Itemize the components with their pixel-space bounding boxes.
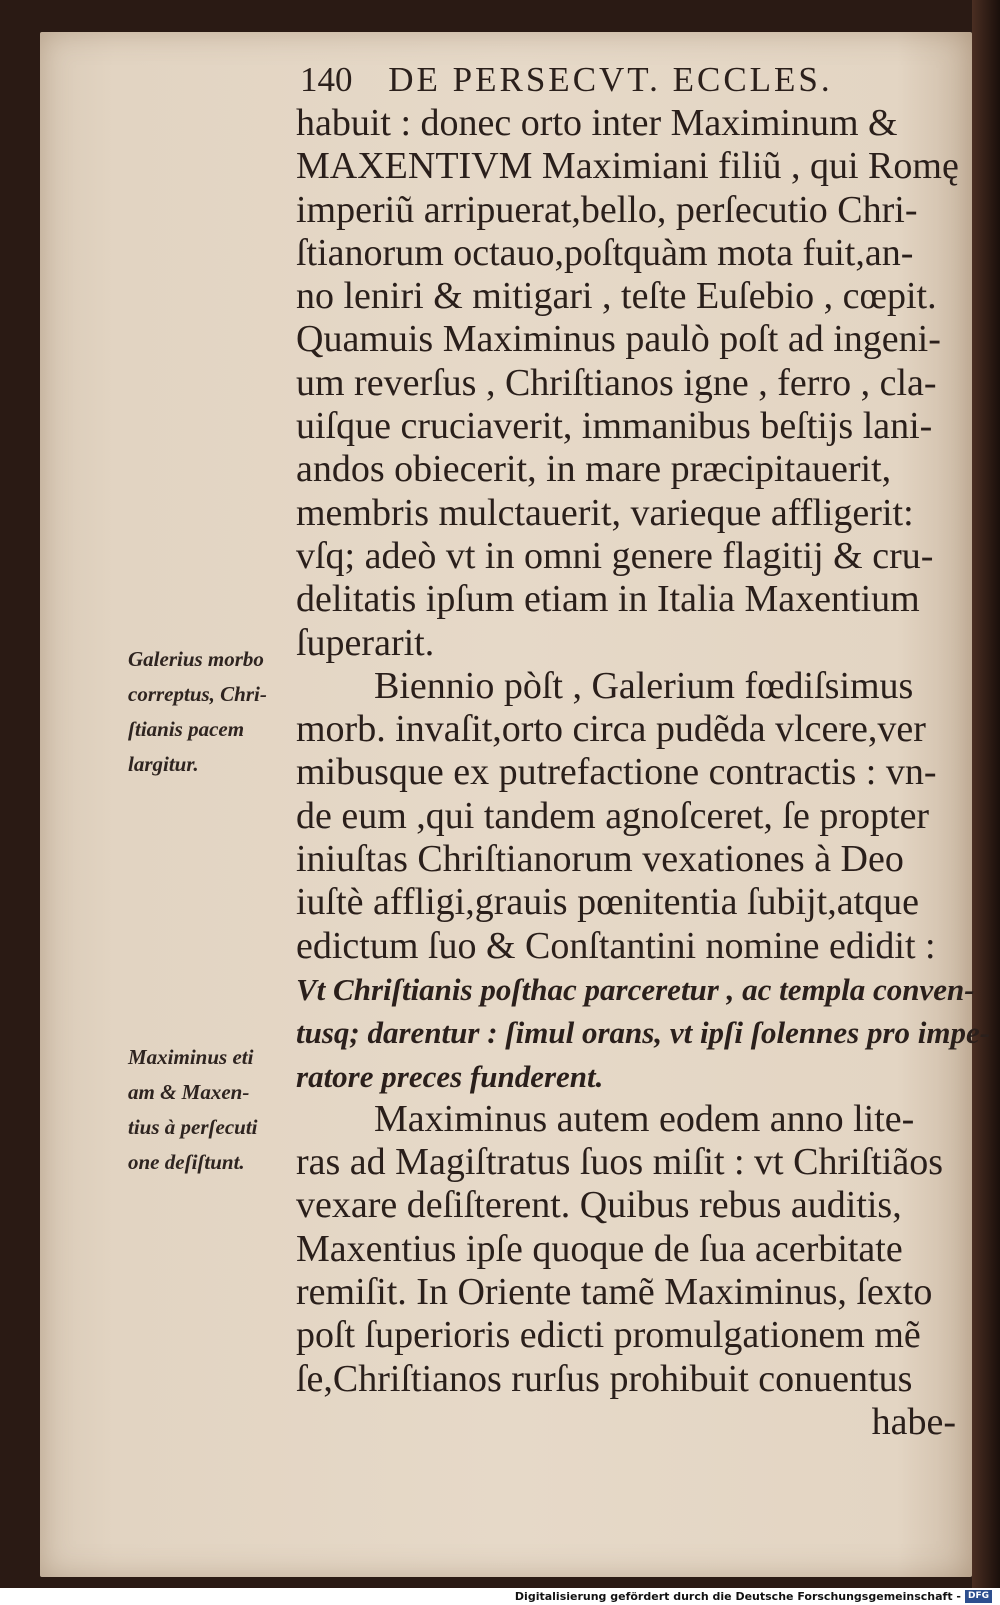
text-line: imperiũ arripuerat,bello, perſecutio Chri-	[296, 188, 918, 231]
text-line: no leniri & mitigari , teſte Euſebio , cœpit.	[296, 275, 937, 318]
digitization-credit	[515, 1588, 992, 1605]
text-line: uiſque cruciaverit, immanibus beſtijs lani-	[296, 405, 933, 448]
text-line: poſt ſuperioris edicti promulgationem mẽ	[296, 1314, 921, 1357]
text-line: ſuperarit.	[296, 621, 435, 664]
text-line: ras ad Magiſtratus ſuos miſit : vt Chriſtiãos	[296, 1141, 944, 1184]
text-line: iniuſtas Chriſtianorum vexationes à Deo	[296, 838, 904, 881]
margin-note-line: largitur.	[128, 752, 199, 776]
margin-note-galerius	[128, 642, 303, 782]
margin-note-line: ſtianis pacem	[128, 717, 245, 741]
text-line: membris mulctauerit, varieque affligerit:	[296, 491, 914, 534]
dfg-logo: DFG	[965, 1590, 992, 1603]
credit-text: Digitalisierung gefördert durch die Deutsche Forschungsgemeinschaft -	[514, 1590, 961, 1603]
margin-note-line: Maximinus eti	[128, 1045, 254, 1069]
text-line: ſe,Chriſtianos rurſus prohibuit conuentus	[296, 1357, 913, 1400]
text-line: Quamuis Maximinus paulò poſt ad ingeni-	[296, 318, 941, 361]
text-line: iuſtè affligi,grauis pœnitentia ſubijt,atque	[296, 881, 919, 924]
text-line: morb. invaſit,orto circa pudẽda vlcere,ver	[296, 708, 926, 751]
margin-note-line: tius à perſecuti	[128, 1115, 258, 1139]
text-line: delitatis ipſum etiam in Italia Maxentium	[296, 578, 920, 621]
edict-quote-line: Vt Chriſtianis poſthac parceretur , ac templa conven-	[296, 971, 975, 1007]
edict-quote-line: ratore preces funderent.	[296, 1058, 604, 1094]
text-line: de eum ,qui tandem agnoſceret, ſe propter	[296, 794, 930, 837]
text-line: MAXENTIVM Maximiani filiũ , qui Romę	[296, 145, 959, 188]
text-line: Maxentius ipſe quoque de ſua acerbitate	[296, 1227, 903, 1270]
text-line: vexare deſiſterent. Quibus rebus auditis,	[296, 1184, 902, 1227]
main-text	[296, 102, 991, 1444]
text-line: ſtianorum octauo,poſtquàm mota fuit,an-	[296, 231, 914, 274]
text-line: habuit : donec orto inter Maximinum &	[296, 102, 898, 144]
margin-note-line: correptus, Chri-	[128, 682, 267, 706]
page-number: 140	[300, 60, 353, 99]
margin-note-maximinus	[128, 1040, 303, 1180]
text-line: edictum ſuo & Conſtantini nomine edidit :	[296, 924, 936, 967]
text-line: andos obiecerit, in mare præcipitauerit,	[296, 448, 892, 491]
text-line: mibusque ex putrefactione contractis : vn-	[296, 751, 937, 794]
running-head	[300, 60, 833, 100]
text-line: um reverſus , Chriſtianos igne , ferro , cla-	[296, 361, 937, 404]
text-line: vſq; adeò vt in omni genere flagitij & cru-	[296, 534, 934, 577]
margin-note-line: am & Maxen-	[128, 1080, 250, 1104]
catchword: habe-	[871, 1400, 956, 1443]
margin-note-line: one deſiſtunt.	[128, 1150, 245, 1174]
margin-note-line: Galerius morbo	[128, 647, 264, 671]
text-line: remiſit. In Oriente tamẽ Maximinus, ſexto	[296, 1271, 933, 1314]
running-title: DE PERSECVT. ECCLES.	[388, 60, 833, 99]
edict-quote-line: tusq; darentur : ſimul orans, vt ipſi ſolennes pro impe-	[296, 1015, 991, 1051]
text-line: Biennio pòſt , Galerium fœdiſsimus	[374, 664, 914, 707]
text-line: Maximinus autem eodem anno lite-	[374, 1097, 915, 1140]
